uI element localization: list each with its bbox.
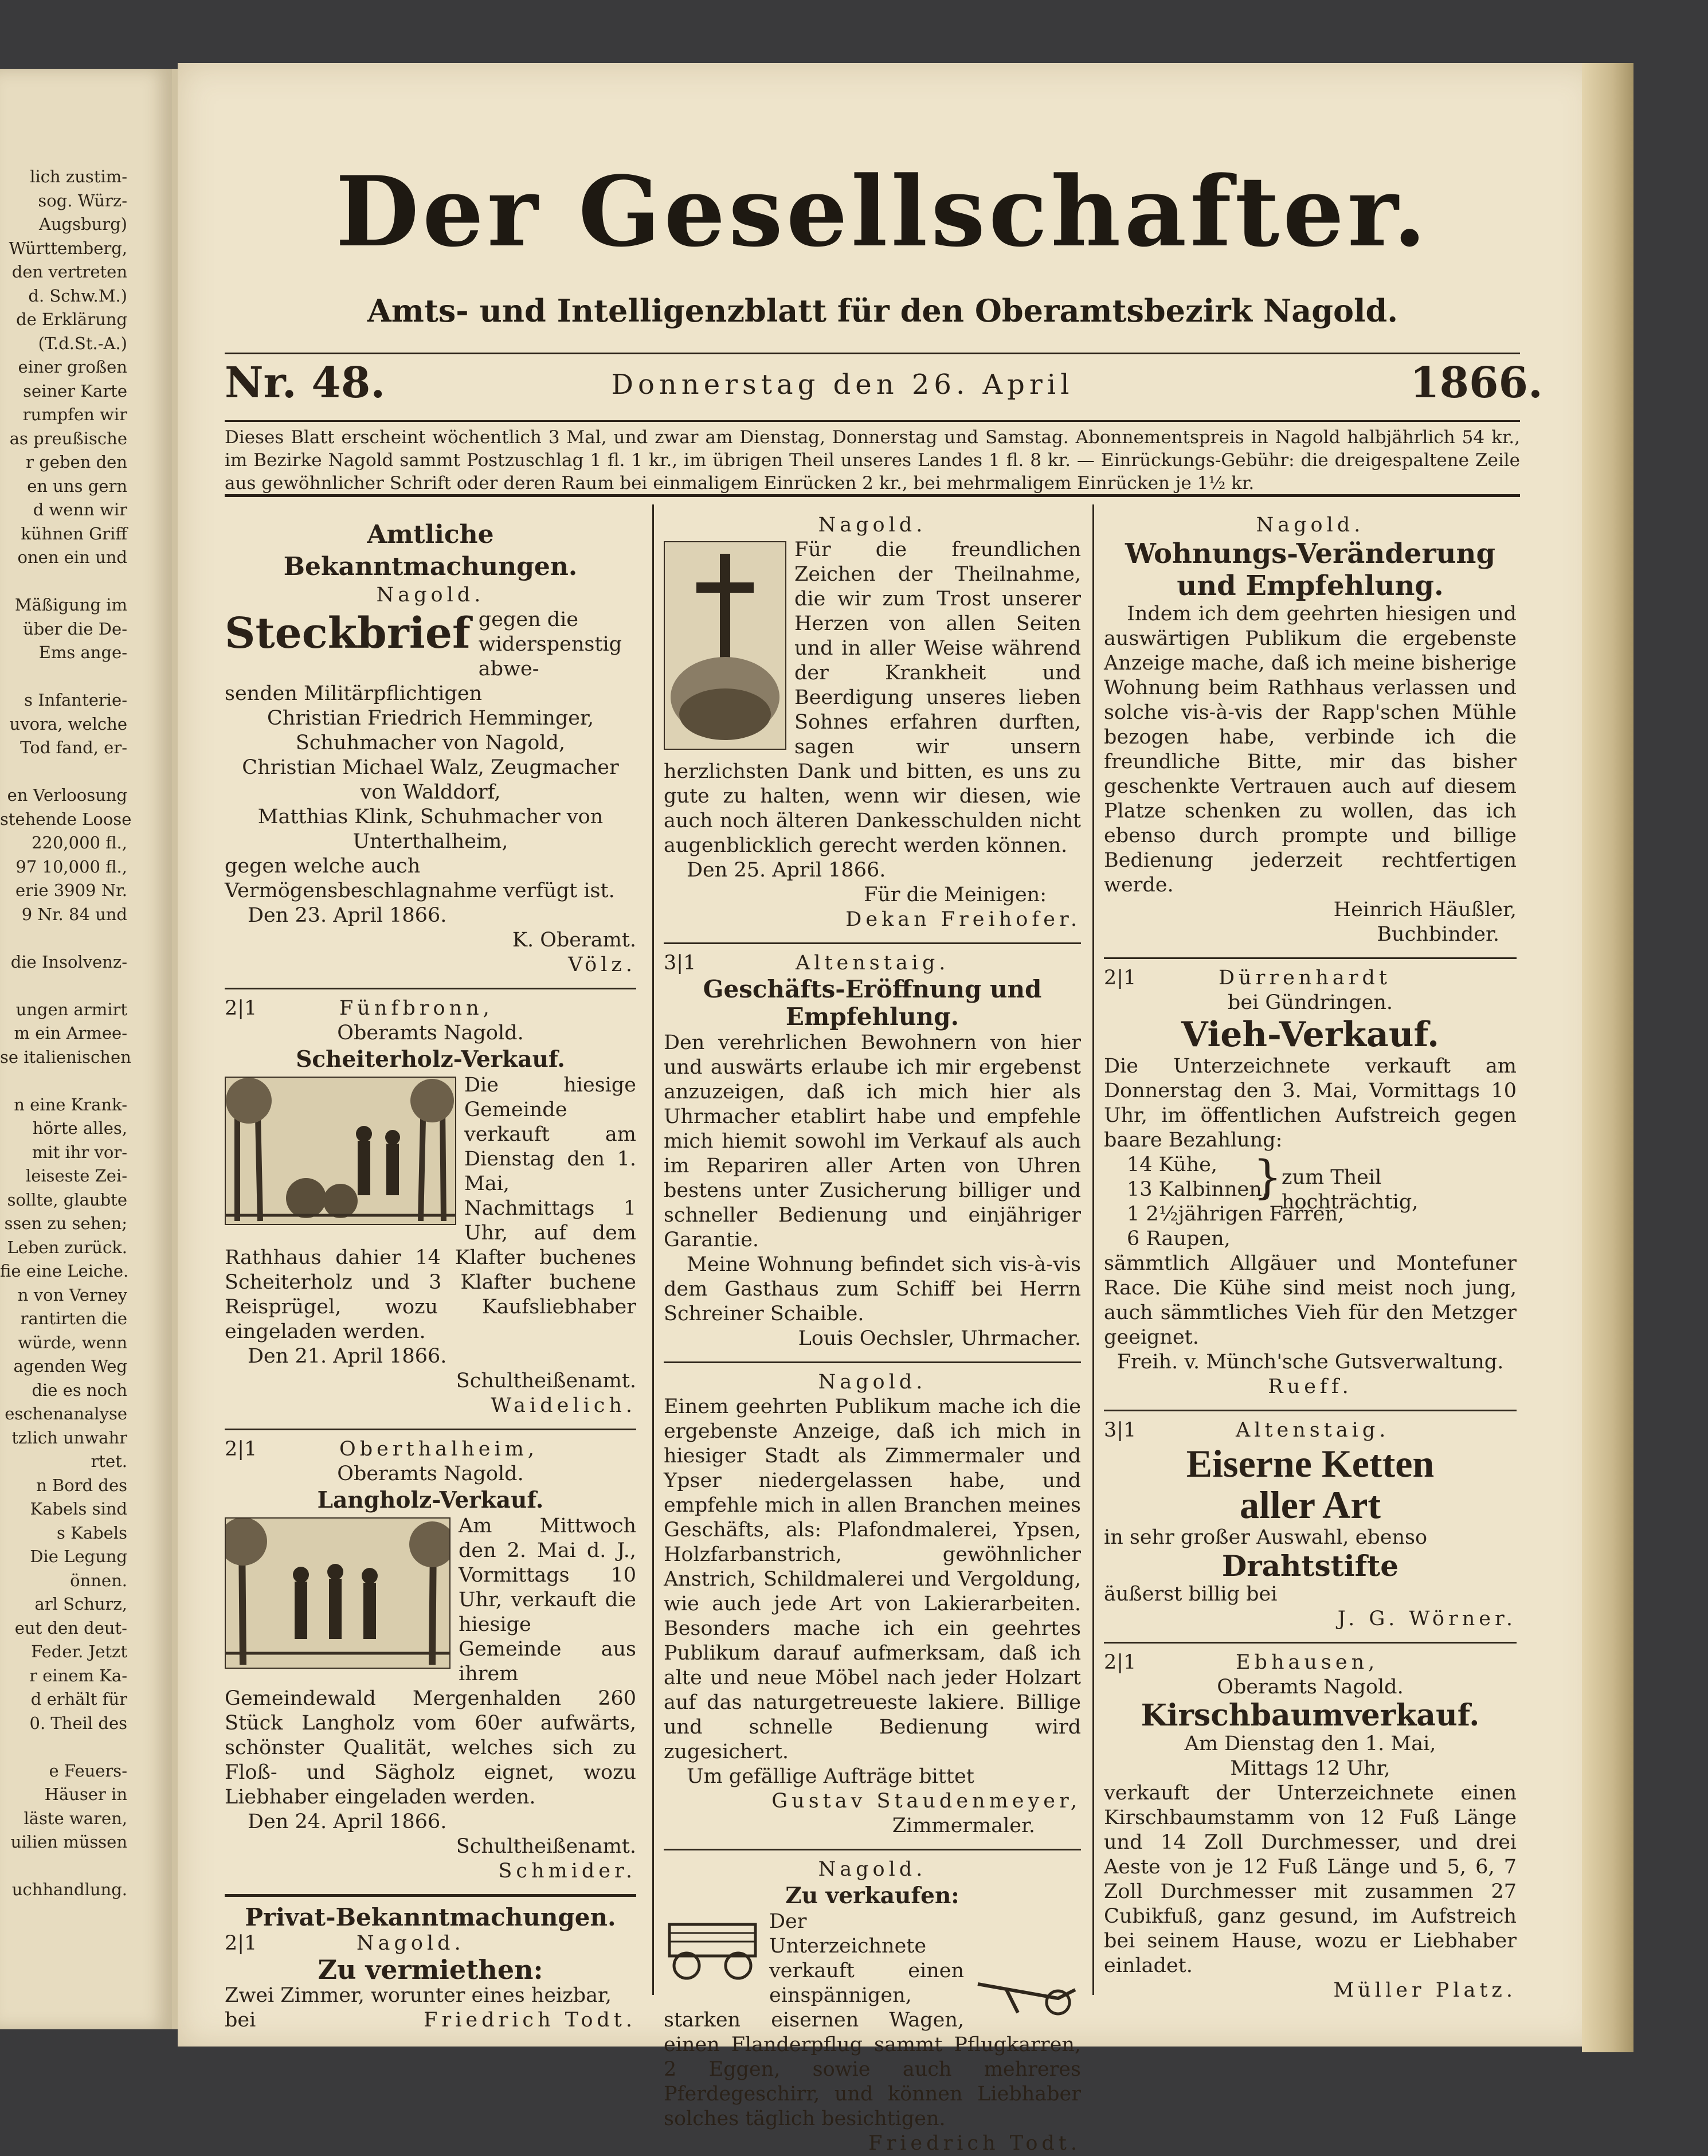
- ad-number: 2|1: [225, 997, 257, 1020]
- wagon-illustration: [664, 1913, 761, 1982]
- previous-page-line: rtet.: [91, 1451, 127, 1471]
- previous-page-line: [0, 570, 172, 594]
- previous-page-line: mit ihr vor-: [32, 1142, 127, 1162]
- previous-page-line: önnen.: [70, 1570, 127, 1590]
- ad-number: 2|1: [1104, 1651, 1137, 1674]
- livestock-item: 13 Kalbinnen,: [1127, 1178, 1268, 1201]
- previous-page-line: [0, 1735, 172, 1759]
- previous-page-line: [0, 760, 172, 784]
- ad-date: Am Dienstag den 1. Mai,: [1184, 1732, 1436, 1755]
- previous-page-line: die es noch: [32, 1380, 127, 1400]
- ad-text: sämmtlich Allgäuer und Montefuner Race. Die Kühe sind meist noch jung, auch sämmtliches Vieh für den Metzger geeignet.: [1104, 1252, 1517, 1349]
- ad-text: Der Unterzeichnete verkauft einen einspännigen, starken eisernen Wagen, einen Flanderpflug sammt Pflugkarren, 2 Eggen, sowie auch mehreres Pferdegeschirr, und können Liebhaber solches täglich besichtigen.: [664, 1910, 1081, 2130]
- previous-page-line: s Kabels: [57, 1523, 127, 1543]
- previous-page-line: r einem Ka-: [29, 1665, 127, 1685]
- issue-date: Donnerstag den 26. April: [611, 369, 1074, 401]
- ad-title: Geschäfts-Eröffnung und Empfehlung.: [703, 975, 1042, 1031]
- previous-page-line: seiner Karte: [23, 381, 127, 401]
- previous-page-line: d. Schw.M.): [28, 285, 127, 306]
- ad-number: 2|1: [225, 1932, 257, 1955]
- ad-title: Kirschbaumverkauf.: [1141, 1698, 1480, 1733]
- section-official: Amtliche Bekanntmachungen.: [283, 520, 578, 581]
- ad-text-1: in sehr großer Auswahl, ebenso: [1104, 1526, 1428, 1549]
- ad-place: Dürrenhardt: [1219, 967, 1391, 989]
- previous-page-line: r geben den: [26, 452, 127, 472]
- ad-for: Für die Meinigen:: [863, 883, 1047, 906]
- ad-title: Vieh-Verkauf.: [1181, 1015, 1440, 1055]
- livestock-item: 6 Raupen,: [1127, 1227, 1231, 1250]
- ad-place: Nagold.: [1256, 514, 1365, 537]
- previous-page-line: den vertreten: [11, 262, 127, 281]
- ad-intro: Die Unterzeichnete verkauft am Donnerstag den 3. Mai, Vormittags 10 Uhr, im öffentlichen Aufstreich gegen baare Bezahlung:: [1104, 1055, 1517, 1152]
- previous-page-line: agenden Weg: [13, 1356, 127, 1376]
- ad-number: 3|1: [1104, 1419, 1137, 1442]
- ad-text: Indem ich dem geehrten hiesigen und auswärtigen Publikum die ergebenste Anzeige mache, daß ich meine bisherige Wohnung beim Rathhaus verlassen und solche vis-à-vis der Rapp'schen Mühle bezogen habe, verbinde ich die freundliche Bitte, mir das bisher geschenkte Vertrauen auch auf diesem Platze schenken zu wollen, das ich ebenso durch prompte und billige Bedienung jederzeit rechtfertigen werde.: [1104, 602, 1517, 897]
- ad-date: Den 21. April 1866.: [248, 1345, 447, 1368]
- previous-page-line: arl Schurz,: [34, 1594, 127, 1614]
- previous-page-line: läste waren,: [23, 1808, 127, 1828]
- ad-place: Nagold.: [818, 1858, 927, 1881]
- ad-place: Ebhausen,: [1236, 1651, 1379, 1674]
- ad-text2: Um gefällige Aufträge bittet: [687, 1765, 974, 1788]
- ad-place: Nagold.: [818, 1371, 927, 1394]
- masthead-subtitle: Amts- und Intelligenzblatt für den Oberamtsbezirk Nagold.: [367, 292, 1398, 329]
- ad-vieh-verkauf: [1104, 966, 1517, 1399]
- previous-page-line: 97 10,000 fl.,: [15, 856, 127, 877]
- previous-page-line: stehende Loose: [0, 809, 132, 829]
- previous-page: [0, 69, 173, 2029]
- ad-signature: Rueff.: [1268, 1375, 1353, 1398]
- ad-text: Zwei Zimmer, worunter eines heizbar, bei: [225, 1984, 612, 2032]
- divider: [225, 988, 636, 989]
- ad-signature: Heinrich Häußler,: [1333, 898, 1517, 921]
- previous-page-line: [0, 926, 172, 950]
- ad-signature: Friedrich Todt.: [868, 2132, 1081, 2155]
- ad-title-1: Eiserne Ketten: [1186, 1442, 1435, 1485]
- ad-eiserne-ketten: [1104, 1418, 1517, 1631]
- ad-title: Scheiterholz-Verkauf.: [296, 1046, 565, 1073]
- livestock-item: 14 Kühe,: [1127, 1153, 1217, 1176]
- ad-place: Nagold.: [357, 1932, 465, 1955]
- ad-district: Oberamts Nagold.: [337, 1022, 524, 1044]
- previous-page-line: uilien müssen: [10, 1832, 127, 1852]
- ad-time: Mittags 12 Uhr,: [1230, 1757, 1390, 1780]
- previous-page-line: rumpfen wir: [22, 405, 127, 424]
- ad-text: verkauft der Unterzeichnete einen Kirschbaumstamm von 12 Fuß Länge und 14 Zoll Durchmesser, und drei Aeste von je 12 Fuß Länge und 5, 6, 7 Zoll Durchmesser mit zusammen 27 Cubikfuß, ganz gesund, im Aufstreich bei seinem Hause, wozu er Liebhaber einladet.: [1104, 1782, 1517, 1977]
- brace: }: [1253, 1151, 1282, 1204]
- previous-page-line: m ein Armee-: [14, 1023, 127, 1043]
- divider: [664, 1849, 1081, 1850]
- previous-page-line: 9 Nr. 84 und: [21, 904, 127, 924]
- previous-page-line: ungen armirt: [15, 999, 127, 1019]
- ad-text2: Meine Wohnung befindet sich vis-à-vis dem Gasthaus zum Schiff bei Herrn Schreiner Schaible.: [664, 1253, 1081, 1325]
- previous-page-line: [0, 665, 172, 689]
- previous-page-line: d erhält für: [30, 1689, 127, 1709]
- previous-page-line: se italienischen: [0, 1047, 131, 1067]
- ad-district: bei Gündringen.: [1227, 991, 1393, 1014]
- divider: [664, 942, 1081, 944]
- divider: [1104, 957, 1517, 959]
- ad-kirschbaumverkauf: [1104, 1650, 1517, 2003]
- previous-page-line: rantirten die: [20, 1309, 127, 1328]
- previous-page-line: sog. Würz-: [38, 190, 127, 210]
- steckbrief-signature: Völz.: [568, 953, 636, 976]
- divider: [225, 1894, 636, 1897]
- ad-signature: Müller Platz.: [1333, 1979, 1517, 2002]
- ad-office: Schultheißenamt.: [456, 1369, 636, 1392]
- steckbrief-text2: Christian Friedrich Hemminger, Schuhmacher von Nagold,: [267, 707, 594, 754]
- previous-page-line: e Feuers-: [49, 1760, 127, 1781]
- issue-year: 1866.: [1410, 358, 1543, 408]
- steckbrief-lead: gegen die widerspenstig abwe-: [478, 608, 622, 680]
- previous-page-line: Württemberg,: [9, 238, 127, 258]
- steckbrief-text1: senden Militärpflichtigen: [225, 682, 483, 705]
- previous-page-line: Feder. Jetzt: [31, 1642, 127, 1661]
- ad-text-2: äußerst billig bei: [1104, 1583, 1278, 1606]
- cross-illustration: [664, 541, 786, 750]
- ad-place: Nagold.: [818, 514, 927, 537]
- ad-text: Die hiesige Gemeinde verkauft am Dienstag den 1. Mai, Nachmittags 1 Uhr, auf dem Rathhaus dahier 14 Klafter buchenes Scheiterholz und 3 Klafter buchene Reisprügel, wozu Kaufsliebhaber eingeladen werden.: [225, 1074, 636, 1343]
- previous-page-line: Häuser in: [44, 1785, 127, 1804]
- ad-wohnungsveraenderung: [1104, 513, 1517, 947]
- previous-page-line: n von Verney: [17, 1285, 127, 1305]
- ad-number: 2|1: [1104, 967, 1137, 989]
- previous-page-line: uchhandlung.: [11, 1880, 127, 1899]
- previous-page-line: Mäßigung im: [14, 595, 127, 615]
- previous-page-line: eut den deut-: [14, 1618, 127, 1638]
- divider: [225, 1429, 636, 1430]
- ad-signature: Schmider.: [498, 1860, 636, 1883]
- column-rule-2: [1092, 504, 1094, 1995]
- ad-signature: Louis Oechsler, Uhrmacher.: [798, 1327, 1081, 1350]
- steckbrief-office: K. Oberamt.: [512, 929, 636, 952]
- steckbrief-place: Nagold.: [376, 584, 485, 607]
- ad-title: Zu vermiethen:: [318, 1954, 543, 1985]
- previous-page-line: hörte alles,: [32, 1118, 127, 1138]
- previous-page-line: Tod fand, er-: [20, 738, 127, 757]
- previous-page-line: onen ein und: [17, 547, 127, 567]
- previous-page-text: [0, 69, 172, 1902]
- ad-title-2: aller Art: [1239, 1483, 1381, 1527]
- previous-page-line: Kabels sind: [30, 1499, 127, 1519]
- book-gutter: [172, 69, 178, 2029]
- ad-title: Langholz-Verkauf.: [317, 1487, 544, 1513]
- ad-place: Oberthalheim,: [339, 1438, 538, 1461]
- previous-page-line: Augsburg): [38, 214, 127, 234]
- ad-langholz: [225, 1437, 636, 1884]
- ad-profession: Zimmermaler.: [892, 1814, 1035, 1837]
- ad-place: Fünfbronn,: [339, 997, 493, 1020]
- ad-office: Freih. v. Münch'sche Gutsverwaltung.: [1117, 1351, 1504, 1374]
- woodcut-timber-illustration: [225, 1517, 450, 1669]
- ad-number: 2|1: [225, 1438, 257, 1461]
- livestock-item: 1 2½jährigen Farren,: [1127, 1203, 1345, 1226]
- ad-geschaeftseroeffnung: [664, 951, 1081, 1351]
- livestock-note: zum Theil hochträchtig,: [1282, 1166, 1419, 1214]
- header-rule-bottom: [225, 494, 1520, 497]
- previous-page-line: kühnen Griff: [21, 523, 127, 543]
- previous-page-line: würde, wenn: [18, 1332, 127, 1352]
- previous-page-line: uvora, welche: [9, 714, 127, 734]
- steckbrief-text5: gegen welche auch Vermögensbeschlagnahme verfügt ist.: [225, 855, 615, 902]
- previous-page-line: Leben zurück.: [7, 1237, 127, 1257]
- ad-signature: J. G. Wörner.: [1337, 1607, 1517, 1630]
- ad-signature: Dekan Freihofer.: [845, 908, 1081, 931]
- ad-text: Für die freundlichen Zeichen der Theilnahme, die wir zum Trost unserer Herzen von allen Seiten und in aller Weise während der Krankheit und Beerdigung unseres lieben Sohnes erfahren durften, sagen wir unsern herzlichsten Dank und bitten, es uns zu gute zu halten, wenn wir diesen, wie auch noch älteren Dankesschulden nicht augenblicklich gerecht werden können.: [664, 538, 1081, 857]
- ad-district: Oberamts Nagold.: [1217, 1676, 1404, 1699]
- ad-date: Den 25. April 1866.: [687, 859, 886, 882]
- previous-page-line: leiseste Zei-: [25, 1166, 127, 1185]
- previous-page-line: tzlich unwahr: [11, 1427, 127, 1447]
- header-rule-top: [225, 353, 1520, 354]
- previous-page-line: en uns gern: [27, 476, 127, 496]
- previous-page-line: s Infanterie-: [24, 690, 127, 710]
- steckbrief-text3: Christian Michael Walz, Zeugmacher von Walddorf,: [242, 756, 619, 804]
- page-edge: [1582, 63, 1633, 2052]
- previous-page-line: en Verloosung: [7, 785, 127, 805]
- plough-illustration: [972, 1967, 1081, 2018]
- ad-scheiterholz: [225, 996, 636, 1418]
- previous-page-line: de Erklärung: [16, 310, 127, 329]
- previous-page-line: einer großen: [18, 357, 127, 377]
- ad-text: Den verehrlichen Bewohnern von hier und auswärts erlaube ich mir ergebenst anzuzeigen, daß ich mich hier als Uhrmacher etablirt habe und empfehle mich hiemit sowohl im Verkauf als auch im Repariren aller Arten von Uhren bestens unter Zusicherung billiger und schneller Bedienung und einjähriger Garantie.: [664, 1031, 1081, 1251]
- header-rule-mid: [225, 420, 1520, 422]
- ad-title: Zu verkaufen:: [785, 1883, 959, 1909]
- previous-page-line: 220,000 fl.,: [32, 833, 127, 852]
- livestock-list: [1104, 1153, 1517, 1251]
- ad-zu-vermiethen: [225, 1931, 636, 2033]
- woodcut-forest-illustration: [225, 1077, 456, 1225]
- steckbrief-notice: [225, 608, 636, 977]
- previous-page-line: erie 3909 Nr.: [15, 881, 127, 900]
- divider: [664, 1361, 1081, 1363]
- ad-district: Oberamts Nagold.: [337, 1462, 524, 1485]
- previous-page-line: die Insolvenz-: [10, 952, 127, 972]
- divider: [1104, 1642, 1517, 1644]
- ad-date: Den 24. April 1866.: [248, 1810, 447, 1833]
- masthead-title: Der Gesellschafter.: [335, 155, 1430, 268]
- ad-danksagung: [664, 513, 1081, 932]
- ad-place: Altenstaig.: [1236, 1419, 1390, 1442]
- ad-profession: Buchbinder.: [1377, 923, 1499, 946]
- previous-page-line: [0, 1854, 172, 1879]
- previous-page-line: über die De-: [23, 619, 127, 639]
- previous-page-line: sollte, glaubte: [7, 1189, 127, 1210]
- previous-page-line: n Bord des: [36, 1475, 127, 1495]
- previous-page-line: lich zustim-: [30, 167, 127, 186]
- ad-signature: Gustav Staudenmeyer,: [771, 1790, 1081, 1813]
- section-private: Privat-Bekanntmachungen.: [245, 1903, 616, 1931]
- previous-page-line: as preußische: [9, 428, 127, 448]
- ad-place: Altenstaig.: [796, 952, 950, 975]
- previous-page-line: ssen zu sehen;: [4, 1214, 127, 1233]
- column-rule-1: [652, 504, 654, 1995]
- ad-number: 3|1: [664, 952, 696, 975]
- ad-office: Schultheißenamt.: [456, 1835, 636, 1858]
- ad-title-3: Drahtstifte: [1221, 1549, 1399, 1583]
- previous-page-line: [0, 974, 172, 998]
- ad-zu-verkaufen: [664, 1857, 1081, 2156]
- divider: [1104, 1410, 1517, 1411]
- previous-page-line: [0, 1069, 172, 1093]
- previous-page-line: d wenn wir: [33, 500, 127, 519]
- column-3: [1104, 513, 1517, 2003]
- column-2: [664, 513, 1081, 2156]
- previous-page-line: Ems ange-: [38, 643, 127, 662]
- previous-page-line: Die Legung: [30, 1547, 127, 1566]
- steckbrief-title: Steckbrief: [225, 609, 471, 658]
- ad-zimmermaler: [664, 1370, 1081, 1838]
- previous-page-line: (T.d.St.-A.): [38, 333, 127, 353]
- steckbrief-text4: Matthias Klink, Schuhmacher von Unterthalheim,: [257, 805, 604, 853]
- previous-page-line: fie eine Leiche.: [0, 1261, 129, 1281]
- previous-page-line: eschenanalyse: [5, 1404, 127, 1423]
- ad-signature: Waidelich.: [491, 1394, 636, 1417]
- steckbrief-date: Den 23. April 1866.: [248, 904, 447, 927]
- ad-text: Am Mittwoch den 2. Mai d. J., Vormittags 10 Uhr, verkauft die hiesige Gemeinde aus ihrem Gemeindewald Mergenhalden 260 Stück Langholz vom 60er aufwärts, schönster Qualität, welches sich zu Floß- und Sägholz eignet, wozu Liebhaber eingeladen werden.: [225, 1515, 636, 1809]
- issue-number: Nr. 48.: [225, 358, 386, 408]
- previous-page-line: 0. Theil des: [29, 1713, 127, 1733]
- ad-signature: Friedrich Todt.: [424, 2009, 636, 2032]
- ad-title: Wohnungs-Veränderung und Empfehlung.: [1125, 538, 1496, 602]
- column-1: [225, 519, 636, 2033]
- previous-page-line: n eine Krank-: [14, 1094, 127, 1114]
- subscription-notice: Dieses Blatt erscheint wöchentlich 3 Mal, und zwar am Dienstag, Donnerstag und Samstag. Abonnementspreis in Nagold halbjährlich 54 kr., im Bezirke Nagold sammt Postzuschlag 1 fl. 1 kr., im übrigen Theil unseres Landes 1 fl. 8 kr. — Einrückungs-Gebühr: die dreigespaltene Zeile aus gewöhnlicher Schrift oder deren Raum bei einmaligem Einrücken 2 kr., bei mehrmaligem Einrücken je 1½ kr.: [225, 427, 1520, 494]
- ad-text: Einem geehrten Publikum mache ich die ergebenste Anzeige, daß ich mich in hiesiger Stadt als Zimmermaler und Ypser niedergelassen habe, und empfehle mich in allen Branchen meines Geschäfts, als: Plafondmalerei, Ypsen, Holzfarbanstrich, gewöhnlicher Anstrich, Schildmalerei und Vergoldung, wie auch jede Art von Lakierarbeiten. Besonders mache ich ein geehrtes Publikum darauf aufmerksam, daß ich alte und neue Möbel nach jeder Holzart auf das naturgetreueste lakiere. Billige und schnelle Bedienung wird zugesichert.: [664, 1395, 1081, 1763]
